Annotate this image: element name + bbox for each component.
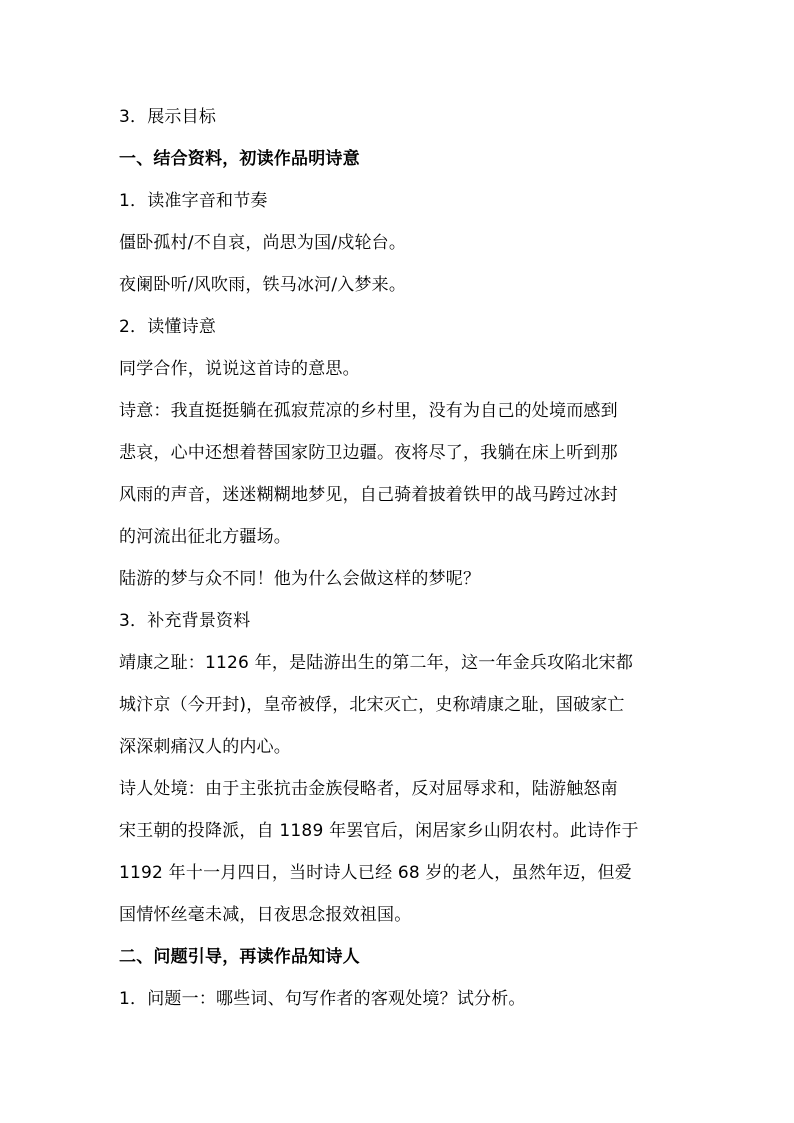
question-text: 陆游的梦与众不同！他为什么会做这样的梦呢？ xyxy=(119,569,481,589)
subheading-background: 3．补充背景资料 xyxy=(119,611,251,631)
paragraph-line: 靖康之耻：1126 年，是陆游出生的第二年，这一年金兵攻陷北宋都 xyxy=(119,653,634,673)
subheading-pronunciation-rhythm: 1．读准字音和节奏 xyxy=(119,191,268,211)
section-item-display-goals: 3．展示目标 xyxy=(119,107,217,127)
subheading-understand-meaning: 2．读懂诗意 xyxy=(119,317,217,337)
poem-line-2: 夜阑卧听/风吹雨，铁马冰河/入梦来。 xyxy=(119,275,407,295)
paragraph-line: 风雨的声音，迷迷糊糊地梦见，自己骑着披着铁甲的战马跨过冰封 xyxy=(119,485,618,505)
paragraph-line: 诗人处境：由于主张抗击金族侵略者，反对屈辱求和，陆游触怒南 xyxy=(119,779,618,799)
instruction-text: 同学合作，说说这首诗的意思。 xyxy=(119,359,360,379)
question-one-text: 1．问题一：哪些词、句写作者的客观处境？试分析。 xyxy=(119,989,526,1009)
paragraph-line: 1192 年十一月四日，当时诗人已经 68 岁的老人，虽然年迈，但爱 xyxy=(119,863,632,883)
section-heading-1: 一、结合资料，初读作品明诗意 xyxy=(119,149,360,169)
paragraph-line: 诗意：我直挺挺躺在孤寂荒凉的乡村里，没有为自己的处境而感到 xyxy=(119,401,618,421)
paragraph-line: 的河流出征北方疆场。 xyxy=(119,527,291,547)
paragraph-line: 悲哀，心中还想着替国家防卫边疆。夜将尽了，我躺在床上听到那 xyxy=(119,443,618,463)
section-heading-2: 二、问题引导，再读作品知诗人 xyxy=(119,947,360,967)
paragraph-line: 宋王朝的投降派，自 1189 年罢官后，闲居家乡山阴农村。此诗作于 xyxy=(119,821,639,841)
paragraph-line: 城汴京（今开封)，皇帝被俘，北宋灭亡，史称靖康之耻，国破家亡 xyxy=(119,695,625,715)
paragraph-line: 国情怀丝毫未减，日夜思念报效祖国。 xyxy=(119,905,412,925)
poem-line-1: 僵卧孤村/不自哀，尚思为国/戍轮台。 xyxy=(119,233,407,253)
paragraph-line: 深深刺痛汉人的内心。 xyxy=(119,737,291,757)
